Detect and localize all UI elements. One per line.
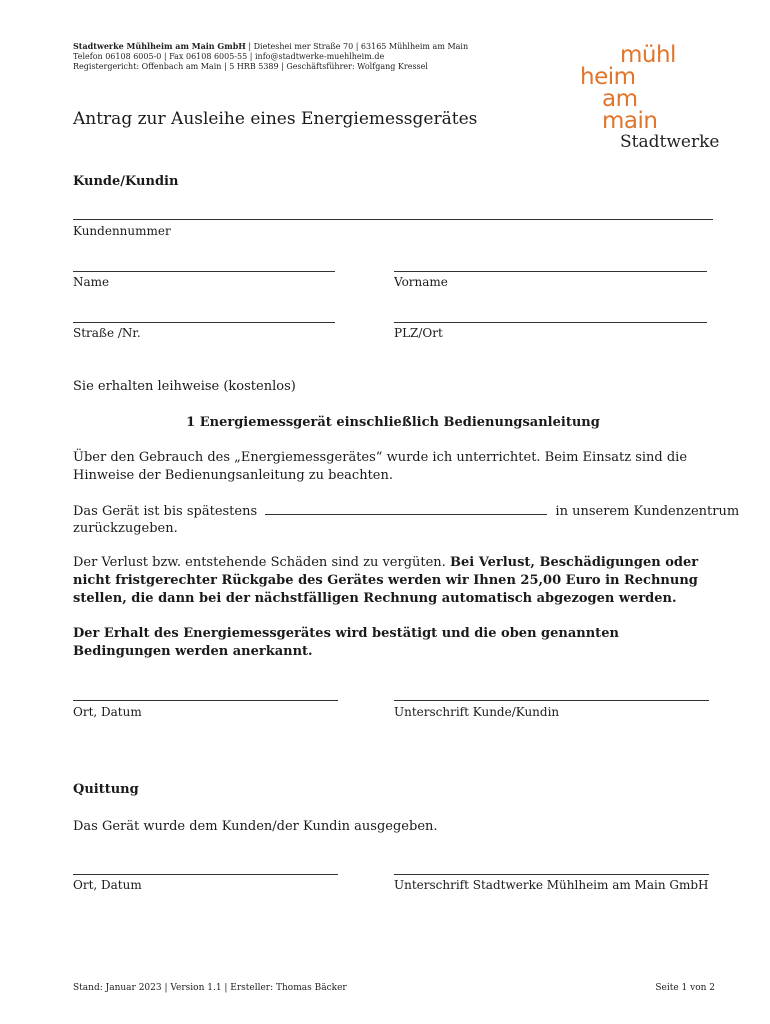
company-logo	[580, 44, 690, 132]
logo-line-2: heim	[580, 64, 636, 90]
receipt-place-date-line[interactable]	[73, 874, 338, 875]
item-description: 1 Energiemessgerät einschließlich Bedienungsanleitung	[186, 415, 600, 430]
usage-paragraph: Über den Gebrauch des „Energiemessgerätes“ wurde ich unterrichtet. Beim Einsatz sind die Hinweise der Bedienungsanleitung zu beachten.	[73, 450, 688, 483]
receipt-place-date-label: Ort, Datum	[73, 878, 142, 892]
liability-normal-text: Der Verlust bzw. entstehende Schäden sind zu vergüten.	[73, 555, 446, 570]
utility-signature-line[interactable]	[394, 874, 709, 875]
customer-number-label: Kundennummer	[73, 224, 171, 238]
logo-line-4: main	[602, 108, 658, 134]
name-line[interactable]	[73, 271, 335, 272]
customer-number-line[interactable]	[73, 219, 713, 220]
company-address: | Dieteshei mer Straße 70 | 63165 Mühlheim am Main	[245, 42, 469, 51]
receipt-heading: Quittung	[73, 782, 139, 797]
name-label: Name	[73, 275, 110, 289]
place-date-line[interactable]	[73, 700, 338, 701]
city-line[interactable]	[394, 322, 707, 323]
return-text-b: in unserem Kundenzentrum	[555, 504, 740, 519]
customer-signature-line[interactable]	[394, 700, 709, 701]
return-text-a: Das Gerät ist bis spätestens	[73, 504, 258, 519]
intro-text: Sie erhalten leihweise (kostenlos)	[73, 379, 296, 394]
receipt-text: Das Gerät wurde dem Kunden/der Kundin ausgegeben.	[73, 819, 438, 834]
letterhead-line-1	[73, 41, 468, 52]
company-name: Stadtwerke Mühlheim am Main GmbH	[73, 41, 246, 51]
footer-page-number: Seite 1 von 2	[655, 983, 715, 993]
logo-line-1: mühl	[620, 42, 676, 68]
logo-line-3: am	[602, 86, 638, 112]
return-sentence	[73, 502, 739, 521]
liability-bold-text: Bei Verlust, Beschädigungen oder nicht fristgerechter Rückgabe des Gerätes werden wir Ihnen 25,00 Euro in Rechnung stellen, die dann bei der nächstfälligen Rechnung automatisch abgezogen werden.	[73, 555, 699, 606]
page-title: Antrag zur Ausleihe eines Energiemessgerätes	[73, 109, 478, 129]
street-label: Straße /Nr.	[73, 326, 141, 340]
letterhead-register: Registergericht: Offenbach am Main | 5 HRB 5389 | Geschäftsführer: Wolfgang Kressel	[73, 62, 428, 71]
confirmation-paragraph: Der Erhalt des Energiemessgerätes wird bestätigt und die oben genannten Bedingungen werden anerkannt.	[73, 626, 619, 659]
city-label: PLZ/Ort	[394, 326, 443, 340]
firstname-line[interactable]	[394, 271, 707, 272]
utility-signature-label: Unterschrift Stadtwerke Mühlheim am Main GmbH	[394, 878, 709, 892]
return-text-c: zurückzugeben.	[73, 521, 178, 536]
street-line[interactable]	[73, 322, 335, 323]
logo-subtitle: Stadtwerke	[620, 132, 720, 152]
letterhead	[73, 41, 468, 72]
letterhead-contact: Telefon 06108 6005-0 | Fax 06108 6005-55 | info@stadtwerke-muehlheim.de	[73, 52, 385, 61]
return-date-field[interactable]	[265, 502, 547, 515]
footer-version: Stand: Januar 2023 | Version 1.1 | Ersteller: Thomas Bäcker	[73, 983, 347, 993]
customer-signature-label: Unterschrift Kunde/Kundin	[394, 705, 560, 719]
firstname-label: Vorname	[394, 275, 448, 289]
place-date-label: Ort, Datum	[73, 705, 142, 719]
liability-paragraph	[73, 554, 713, 608]
customer-heading: Kunde/Kundin	[73, 174, 179, 189]
